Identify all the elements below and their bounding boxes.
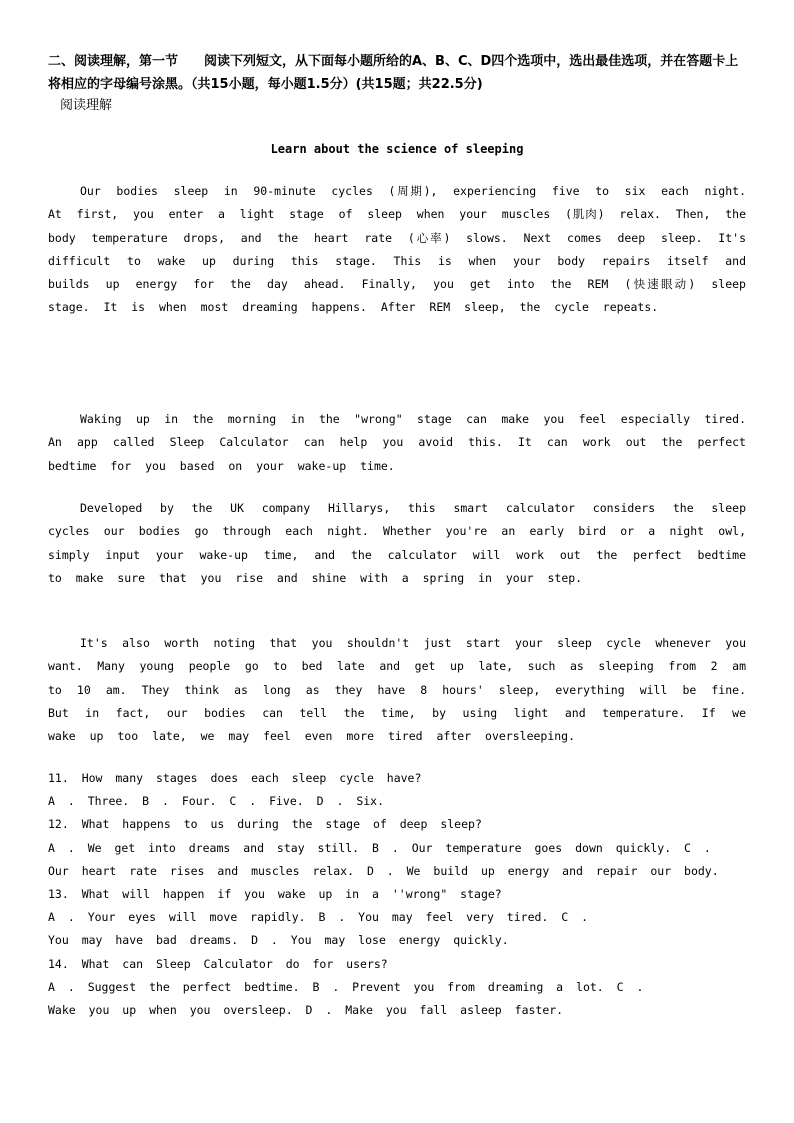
question-11-options: A . Three. B . Four. C . Five. D . Six.	[48, 794, 385, 809]
section-label: 阅读理解	[60, 98, 113, 113]
article-paragraph-1: Our bodies sleep in 90-minute cycles (周期), experiencing five to six each night. At first, you enter a light stage of sleep when your muscles (肌肉) relax. Then, the body temperature drops, and the heart rate (心率) slows. Next comes deep sleep. It's difficult to wake up during this stage. This is when your body repairs itself and builds up energy for the day ahead. Finally, you get into the REM (快速眼动) sleep stage. It is when most dreaming happens. After REM sleep, the cycle repeats.	[48, 184, 746, 315]
question-13-stem: 13. What will happen if you wake up in a ''wrong" stage?	[48, 887, 502, 902]
question-12-stem: 12. What happens to us during the stage of deep sleep?	[48, 817, 482, 832]
question-14-options-line-2: Wake you up when you oversleep. D . Make you fall asleep faster.	[48, 1003, 564, 1018]
article-paragraph-2: Waking up in the morning in the "wrong" stage can make you feel especially tired. An app called Sleep Calculator can help you avoid this. It can work out the perfect bedtime for you based on your wake-up time.	[48, 412, 746, 473]
question-13-options-line-2: You may have bad dreams. D . You may lose energy quickly.	[48, 933, 509, 948]
question-14-options-line-1: A . Suggest the perfect bedtime. B . Prevent you from dreaming a lot. C .	[48, 979, 644, 994]
article-title: Learn about the science of sleeping	[270, 142, 524, 156]
section-instruction: 二、阅读理解，第一节 阅读下列短文，从下面每小题所给的A、B、C、D四个选项中，选出最佳选项，并在答题卡上将相应的字母编号涂黑。（共15小题，每小题1.5分）(共15题；共22.5分)	[48, 54, 739, 92]
question-list	[48, 767, 748, 1022]
question-11-stem: 11. How many stages does each sleep cycle have?	[48, 771, 422, 785]
article-paragraph-4: It's also worth noting that you shouldn't just start your sleep cycle whenever you want. Many young people go to bed late and get up late, such as sleeping from 2 am to 10 am. They think as long as they have 8 hours' sleep, everything will be fine. But in fact, our bodies can tell the time, by using light and temperature. If we wake up too late, we may feel even more tired after oversleeping.	[48, 636, 746, 744]
article-paragraph-3: Developed by the UK company Hillarys, this smart calculator considers the sleep cycles our bodies go through each night. Whether you're an early bird or a night owl, simply input your wake-up time, and the calculator will work out the perfect bedtime to make sure that you rise and shine with a spring in your step.	[48, 501, 746, 585]
question-14-stem: 14. What can Sleep Calculator do for users?	[48, 956, 388, 971]
question-12-options-line-2: Our heart rate rises and muscles relax. D . We build up energy and repair our body.	[48, 863, 719, 878]
question-12-options-line-1: A . We get into dreams and stay still. B . Our temperature goes down quickly. C .	[48, 840, 711, 855]
question-13-options-line-1: A . Your eyes will move rapidly. B . You may feel very tired. C .	[48, 910, 589, 925]
